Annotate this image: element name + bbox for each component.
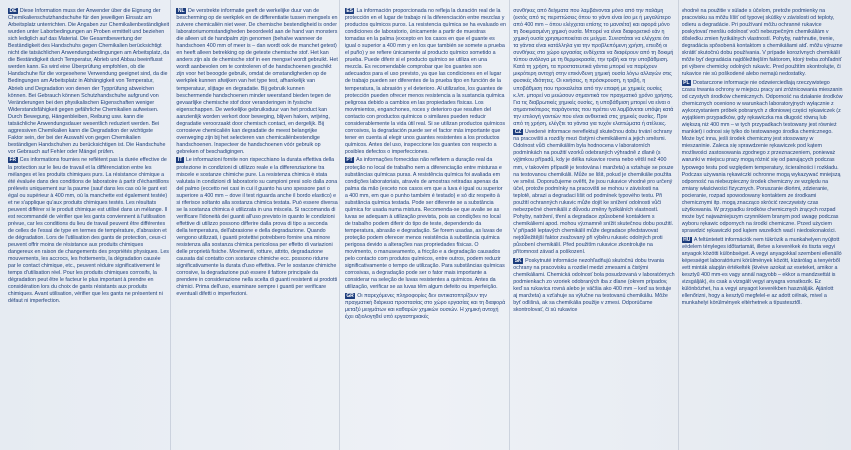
fold-line	[170, 0, 171, 450]
section-text: Le informazioni fornite non rispecchiano la durata effettiva della protezione in condizioni di utilizzo reale e la differenziazione tra miscele e sostanze chimiche pure. La resistenza chimica è stata valutata in condizioni di laboratorio su campioni presi solo dalla zona del palmo (eccetto nei casi in cui il guanto ha uno spessore pari o superiore a 400 mm – dove il test riguarda anche il bordo elastico) e si riferisce soltanto alla sostanza chimica testata. Può essere diversa se la sostanza chimica è utilizzata in una miscela. Si raccomanda di verificare l'idoneità dei guanti all'uso previsto in quanto le condizioni effettive di utilizzo possono differire dalla prova di tipo a seconda della temperatura, dell'abrasione e della degradazione. Quando vengono utilizzati, i guanti protettivi potrebbero fornire una minore resistenza alla sostanza chimica pericolosa per effetto di variazioni delle proprietà fisiche. Movimenti, rotture, attrito, degradazione causata dal contatto con sostanze chimiche ecc. possono ridurre significativamente la durata d'uso effettiva. Per le sostanze chimiche corrosive, la degradazione può essere il fattore principale da prendere in considerazione nella scelta di guanti resistenti ai prodotti chimici. Prima dell'uso, esaminare sempre i guanti per verificare eventuali difetti o imperfezioni.	[176, 157, 338, 298]
section-text: Uvedené informace nereflektují skutečnou dobu trvání ochrany na pracovišti a rozdíly mezi čistými chemikáliemi a jejich směsmi. Odolnost vůči chemikáliím byla hodnocena v laboratorních podmínkách na použití vzorků odebraných výhradně z dlaně (s výjimkou případů, kdy je délka rukavice rovna nebo větší než 400 mm, v takovém případě je testována i manžeta) a vztahuje se pouze na testovanou chemikálii. Může se lišit, pokud je chemikálie použita ve směsi. Doporučujeme ověřit, že jsou rukavice vhodné pro určený účel, protože podmínky na pracovišti se mohou v závislosti na teplotě, abrazi a degradaci lišit od podmínek typového testu. Při použití ochranných rukavic může dojít ke snížení odolnosti vůči nebezpečné chemikálii z důvodu změny fyzikálních vlastností. Pohyby, natržení, tření a degradace způsobené kontaktem s chemikáliemi apod. mohou významně snížit skutečnou dobu použití. V případě leptavých chemikálií může degradace představovat nejdůležitější faktor zvažovaný při výběru rukavic odolných proti působení chemikálií. Před použitím rukavice zkontrolujte na přítomnost závad a poškození.	[513, 129, 674, 256]
fold-line	[509, 0, 510, 450]
text-column-2	[176, 8, 337, 446]
fold-line	[339, 0, 340, 450]
language-code-badge: DE	[9, 8, 17, 14]
language-section-pl	[682, 80, 843, 235]
section-text: Poskytnuté informácie nezohľadňujú skutočnú dobu trvania ochrany na pracovisku a rozdiel medzi zmesami a čistými chemikáliami. Chemická odolnosť bola posudzovaná v laboratórnych podmienkach zo vzoriek odobraných iba z dlane (okrem prípadov, keď sa rukavica rovná alebo je väčšia ako 400 mm – keď sa testuje aj manžeta) a vzťahuje sa výlučne na testovanú chemikáliu. Môže byť odlišná, ak sa chemikália použije v zmesi. Odporúčame skontrolovať, či sú rukavice	[513, 257, 675, 313]
language-code-badge: FR	[9, 157, 17, 164]
section-text: vhodné na použitie v súlade s účelom, pretože podmienky na pracovisku sa môžu líšiť od typovej skúšky v závislosti od teploty, odieru a degradácie. Pri používaní môžu ochranné rukavice poskytovať menšiu odolnosť voči nebezpečným chemikáliám v dôsledku zmien fyzikálnych vlastností. Pohyby, natrhnutie, trenie, degradácia spôsobená kontaktom s chemikáliami atď. môžu výrazne skrátiť skutočnú dobu používania. V prípade korozívnych chemikálií môže byť degradácia najdôležitejším faktorom, ktorý treba zohľadniť pri výbere chemicky odolných rukavíc. Pred použitím skontrolujte, či rukavice nie sú poškodené alebo nemajú nedostatky.	[681, 8, 843, 78]
language-section-gr	[345, 293, 506, 321]
language-section-cz	[513, 129, 674, 256]
section-text: As informações fornecidas não refletem a duração real da proteção no local de trabalho nem a diferenciação entre misturas e substâncias químicas puras. A resistência química foi avaliada em condições laboratoriais, através de amostras retiradas apenas da palma da mão (exceto nos casos em que a luva é igual ou superior a 400 mm, em que o punho também é testado) e só diz respeito à substância química testada. Pode ser diferente se a substância química for usada numa mistura. Recomenda-se que avalie se as luvas se adequam à utilização prevista, pois as condições no local de trabalho podem diferir do tipo de teste, dependendo da temperatura, abrasão e degradação. Se forem usadas, as luvas de proteção podem oferecer menos resistência à substância química perigosa devido a alterações nas propriedades físicas. O movimento, o manuseamento, a fricção e a degradação causados pelo contacto com produtos químicos, entre outros, podem reduzir significativamente o tempo de utilização. Para substâncias químicas corrosivas, a degradação pode ser o fator mais importante a considerar na seleção de luvas resistentes a químicos. Antes da utilização, verificar se as luvas têm algum defeito ou imperfeição.	[344, 157, 505, 291]
text-column-5	[682, 8, 843, 446]
section-text: De verstrekte informatie geeft de werkelijke duur van de bescherming op de werkplek en de differentiatie tussen mengsels en zuivere chemicaliën niet weer. De chemische bestendigheid is onder laboratoriumomstandigheden beoordeeld aan de hand van monsters die alleen uit de handpalm zijn genomen (behalve wanneer de handschoen 400 mm of meer is – dan wordt ook de manchet getest) en heeft alleen betrekking op de geteste chemische stof. Het kan anders zijn als de chemische stof in een mengsel wordt gebruikt. Het wordt aanbevolen om te controleren of de handschoenen geschikt zijn voor het beoogde gebruik, omdat de omstandigheden op de werkplek kunnen afwijken van het type test, afhankelijk van temperatuur, slijtage en degradatie. Bij gebruik kunnen beschermende handschoenen minder weerstand bieden tegen de gevaarlijke chemische stof door veranderingen in fysische eigenschappen. De werkelijke gebruiksduur van het product kan aanzienlijk worden verkort door beweging, blijven haken, wrijving, degradatie veroorzaakt door chemisch contact, en dergelijk. Bij corrosieve chemicaliën kan degradatie de meest belangrijke overweging zijn bij het selecteren van chemicaliënbestendige handschoenen. Inspecteer de handschoenen vóór gebruik op gebreken of beschadigingen.	[176, 8, 338, 155]
language-section-continued	[513, 8, 674, 128]
language-section-continued	[682, 8, 843, 78]
text-column-1	[8, 8, 169, 446]
text-column-3	[345, 8, 506, 446]
language-code-badge: PT	[346, 157, 353, 164]
section-text: συνθήκες από δείγματα που λαμβάνονται μόνο από την παλάμη (εκτός από τις περιπτώσεις όπου το γάντι είναι ίσο με ή μεγαλύτερο από 400 mm – όπου ελέγχεται επίσης το μανσέτα) και αφορά μόνο τη δοκιμασμένη χημική ουσία. Μπορεί να είναι διαφορετικό εάν η χημική ουσία χρησιμοποιείται σε μείγμα. Συνιστάται να ελέγχετε ότι τα γάντια είναι κατάλληλα για την προβλεπόμενη χρήση, επειδή οι συνθήκες στο χώρο εργασίας ενδέχεται να διαφέρουν από τη δοκιμή τύπου ανάλογα με τη θερμοκρασία, την τριβή και την υποβάθμιση. Κατά τη χρήση, τα προστατευτικά γάντια μπορεί να παρέχουν μικρότερη αντοχή στην επικίνδυνη χημική ουσία λόγω αλλαγών στις φυσικές ιδιότητες. Οι κινήσεις, η πρόσκρουση, η τριβή, η υποβάθμιση που προκαλείται από την επαφή με χημικές ουσίες κ.λπ. μπορεί να μειώσουν σημαντικά τον πραγματικό χρόνο χρήσης. Για τις διαβρωτικές χημικές ουσίες, η υποβάθμιση μπορεί να είναι ο σημαντικότερος παράγοντας που πρέπει να λαμβάνεται υπόψη κατά την επιλογή γαντιών που είναι ανθεκτικά στις χημικές ουσίες. Πριν από τη χρήση, ελέγξτε τα γάντια για τυχόν ελαττώματα ή ατέλειες.	[513, 8, 674, 127]
language-code-badge: ES	[346, 8, 353, 14]
language-section-pt	[345, 157, 506, 291]
section-text: Diese Information muss der Anwender über die Eignung der Chemikalienschutzhandschuhe für den jeweiligen Einsatz am Arbeitsplatz unterrichten. Die Angaben zur Chemikalienbeständigkeit wurden unter Laborbedingungen an Proben ermittelt und beziehen sich lediglich auf das Material. Die Gesamtbewertung der Beständigkeit des Handschuhs gegen Chemikalien berücksichtigt nicht die tatsächlichen Anwendungsbedingungen am Arbeitsplatz, da die Beständigkeit durch Temperatur, Abrieb und Abbau beeinflusst werden kann. Es wird eine Überprüfung empfohlen, ob die Handschuhe für die vorgesehene Verwendung geeignet sind, da die Bedingungen am Arbeitsplatz in Abhängigkeit von Temperatur, Abrieb und Degradation von denen der Typprüfung abweichen können. Bei Gebrauch können Schutzhandschuhe aufgrund von Veränderungen bei den physikalischen Eigenschaften weniger Widerstandsfähigkeit gegen gefährliche Chemikalien aufweisen. Durch Bewegung, Hängenbleiben, Reibung usw. kann die tatsächliche Anwendungsdauer wesentlich reduziert werden. Bei aggressiven Chemikalien kann die Degradation der wichtigste Faktor sein, der bei der Auswahl von gegen Chemikalien beständigen Handschuhen zu berücksichtigen ist. Die Handschuhe vor Gebrauch auf Fehler oder Mängel prüfen.	[8, 8, 170, 155]
language-code-badge: PL	[683, 79, 690, 86]
language-code-badge: IT	[177, 157, 183, 164]
language-code-badge: CZ	[514, 129, 522, 136]
section-text: Ces informations fournies ne reflètent pas la durée effective de la protection sur le lieu de travail et la différenciation entre les mélanges et les produits chimiques purs. La résistance chimique a été évaluée dans des conditions de laboratoire à partir d'échantillons prélevés uniquement sur la paume (sauf dans les cas où le gant est égal ou supérieur à 400 mm, où la manchette est également testée) et ne s'applique qu'aux produits chimiques testés. Les résultats peuvent différer si le produit chimique est utilisé dans un mélange. Il est recommandé de vérifier que les gants conviennent à l'utilisation prévue, car les conditions du lieu de travail peuvent être différentes de celles de l'essai de type en termes de température, d'abrasion et de dégradation. Lors de l'utilisation des gants de protection, ceux-ci peuvent offrir moins de résistance aux produits chimiques dangereux en raison de changements des propriétés physiques. Les mouvements, les accrocs, les frottements, la dégradation causée par le contact chimique, etc., peuvent réduire significativement le temps d'utilisation réel. Pour les produits chimiques corrosifs, la dégradation peut être le facteur le plus important à prendre en considération lors du choix de gants résistants aux produits chimiques. Avant utilisation, vérifier que les gants ne présentent ni défaut ni imperfection.	[8, 157, 169, 305]
language-section-es	[345, 8, 506, 156]
section-text: A feltüntetett információk nem tükrözik a munkahelyen nyújtott védelem tényleges időtartamát, illetve a keverékek és tiszta vegyi anyagok közötti különbséget. A vegyi anyagokkal szembeni ellenálló képességet laboratóriumi körülmények között, kizárólag a tenyérből vett minták alapján értékelték (kivéve azokat az eseteket, amikor a kesztyű 400 mm-es vagy annál nagyobb – ekkor a mandzsettát is vizsgálják), és csak a vizsgált vegyi anyagra vonatkozik. Ez különbözhet, ha a vegyi anyagot keverékben használják. Ajánlott ellenőrizni, hogy a kesztyű megfelel-e az adott célnak, mivel a munkahelyi körülmények eltérhetnek a típustesztől.	[681, 236, 842, 306]
language-section-fr	[8, 157, 169, 305]
language-code-badge: GR	[346, 292, 354, 299]
language-code-badge: HU	[683, 236, 691, 243]
text-column-4	[513, 8, 674, 446]
section-text: La información proporcionada no refleja la duración real de la protección en el lugar de trabajo ni la diferenciación entre mezclas y productos químicos puros. La resistencia química se ha evaluado en condiciones de laboratorio, únicamente a partir de muestras tomadas en la palma (excepto en los casos en que el guante es igual o superior a 400 mm y en los que también se somete a prueba el puño) y se refiere únicamente al producto químico sometido a prueba. Puede diferir si el producto químico se utiliza en una mezcla. Es recomendable comprobar que los guantes son adecuados para el uso previsto, ya que las condiciones en el lugar de trabajo pueden ser diferentes de la prueba tipo en función de la temperatura, la abrasión y el deterioro. Al utilizarlos, los guantes de protección pueden ofrecer menos resistencia a la sustancia química peligrosa debido a cambios en las propiedades físicas. Los movimientos, enganchones, roces y deterioro que resulten del contacto con productos químicos o similares pueden reducir considerablemente la vida útil real. Si se utilizan productos químicos corrosivos, la degradación puede ser el factor más importante que tener en cuenta al elegir unos guantes resistentes a los productos químicos. Antes del uso, inspeccione los guantes con respecto a posibles defectos o imperfecciones.	[344, 8, 506, 155]
language-code-badge: NL	[177, 8, 185, 14]
language-code-badge: SK	[514, 257, 522, 264]
language-section-sk	[513, 258, 674, 314]
fold-line	[678, 0, 679, 450]
language-section-nl	[176, 8, 337, 156]
language-section-hu	[682, 237, 843, 307]
language-section-de	[8, 8, 169, 156]
section-text: Dostarczone informacje nie odzwierciedlają rzeczywistego czasu trwania ochrony w miejscu pracy ani zróżnicowania mieszanin od czystych środków chemicznych. Odporność na działanie środków chemicznych oceniono w warunkach laboratoryjnych wyłącznie z wykorzystaniem próbek pobranych z dłoniowej części rękawiczek (z wyjątkiem przypadków, gdy rękawiczka ma długość równą lub większą niż 400 mm – w tych przypadkach testowany jest również mankiet) i odnosi się tylko do testowanego środka chemicznego. Może być inna, jeśli środek chemiczny jest stosowany w mieszaninie. Zaleca się sprawdzenie rękawiczek pod kątem możliwości zastosowania zgodnego z przeznaczeniem, ponieważ warunki w miejscu pracy mogą różnić się od panujących podczas typowego testu pod względem temperatury, ścieralności i rozkładu. Podczas używania rękawiczki ochronne mogą wykazywać mniejszą odporność na niebezpieczny środek chemiczny ze względu na zmiany właściwości fizycznych. Poruszanie dłońmi, zdzieranie, pocieranie, rozpad spowodowany kontaktem ze środkami chemicznymi itp. mogą znacząco skrócić rzeczywisty czas użytkowania. W przypadku środków chemicznych żrących rozpad może być najważniejszym czynnikiem branym pod uwagę podczas wyboru rękawic odpornych na środki chemiczne. Przed użyciem sprawdzić rękawiczki pod kątem wszelkich wad i niedoskonałości.	[681, 79, 843, 234]
language-section-it	[176, 157, 337, 298]
section-text: Οι παρεχόμενες πληροφορίες δεν αντικατοπτρίζουν την πραγματική διάρκεια προστασίας στο χώρο εργασίας και τη διαφορά μεταξύ μειγμάτων και καθαρών χημικών ουσιών. Η χημική αντοχή έχει αξιολογηθεί υπό εργαστηριακές	[344, 292, 506, 321]
